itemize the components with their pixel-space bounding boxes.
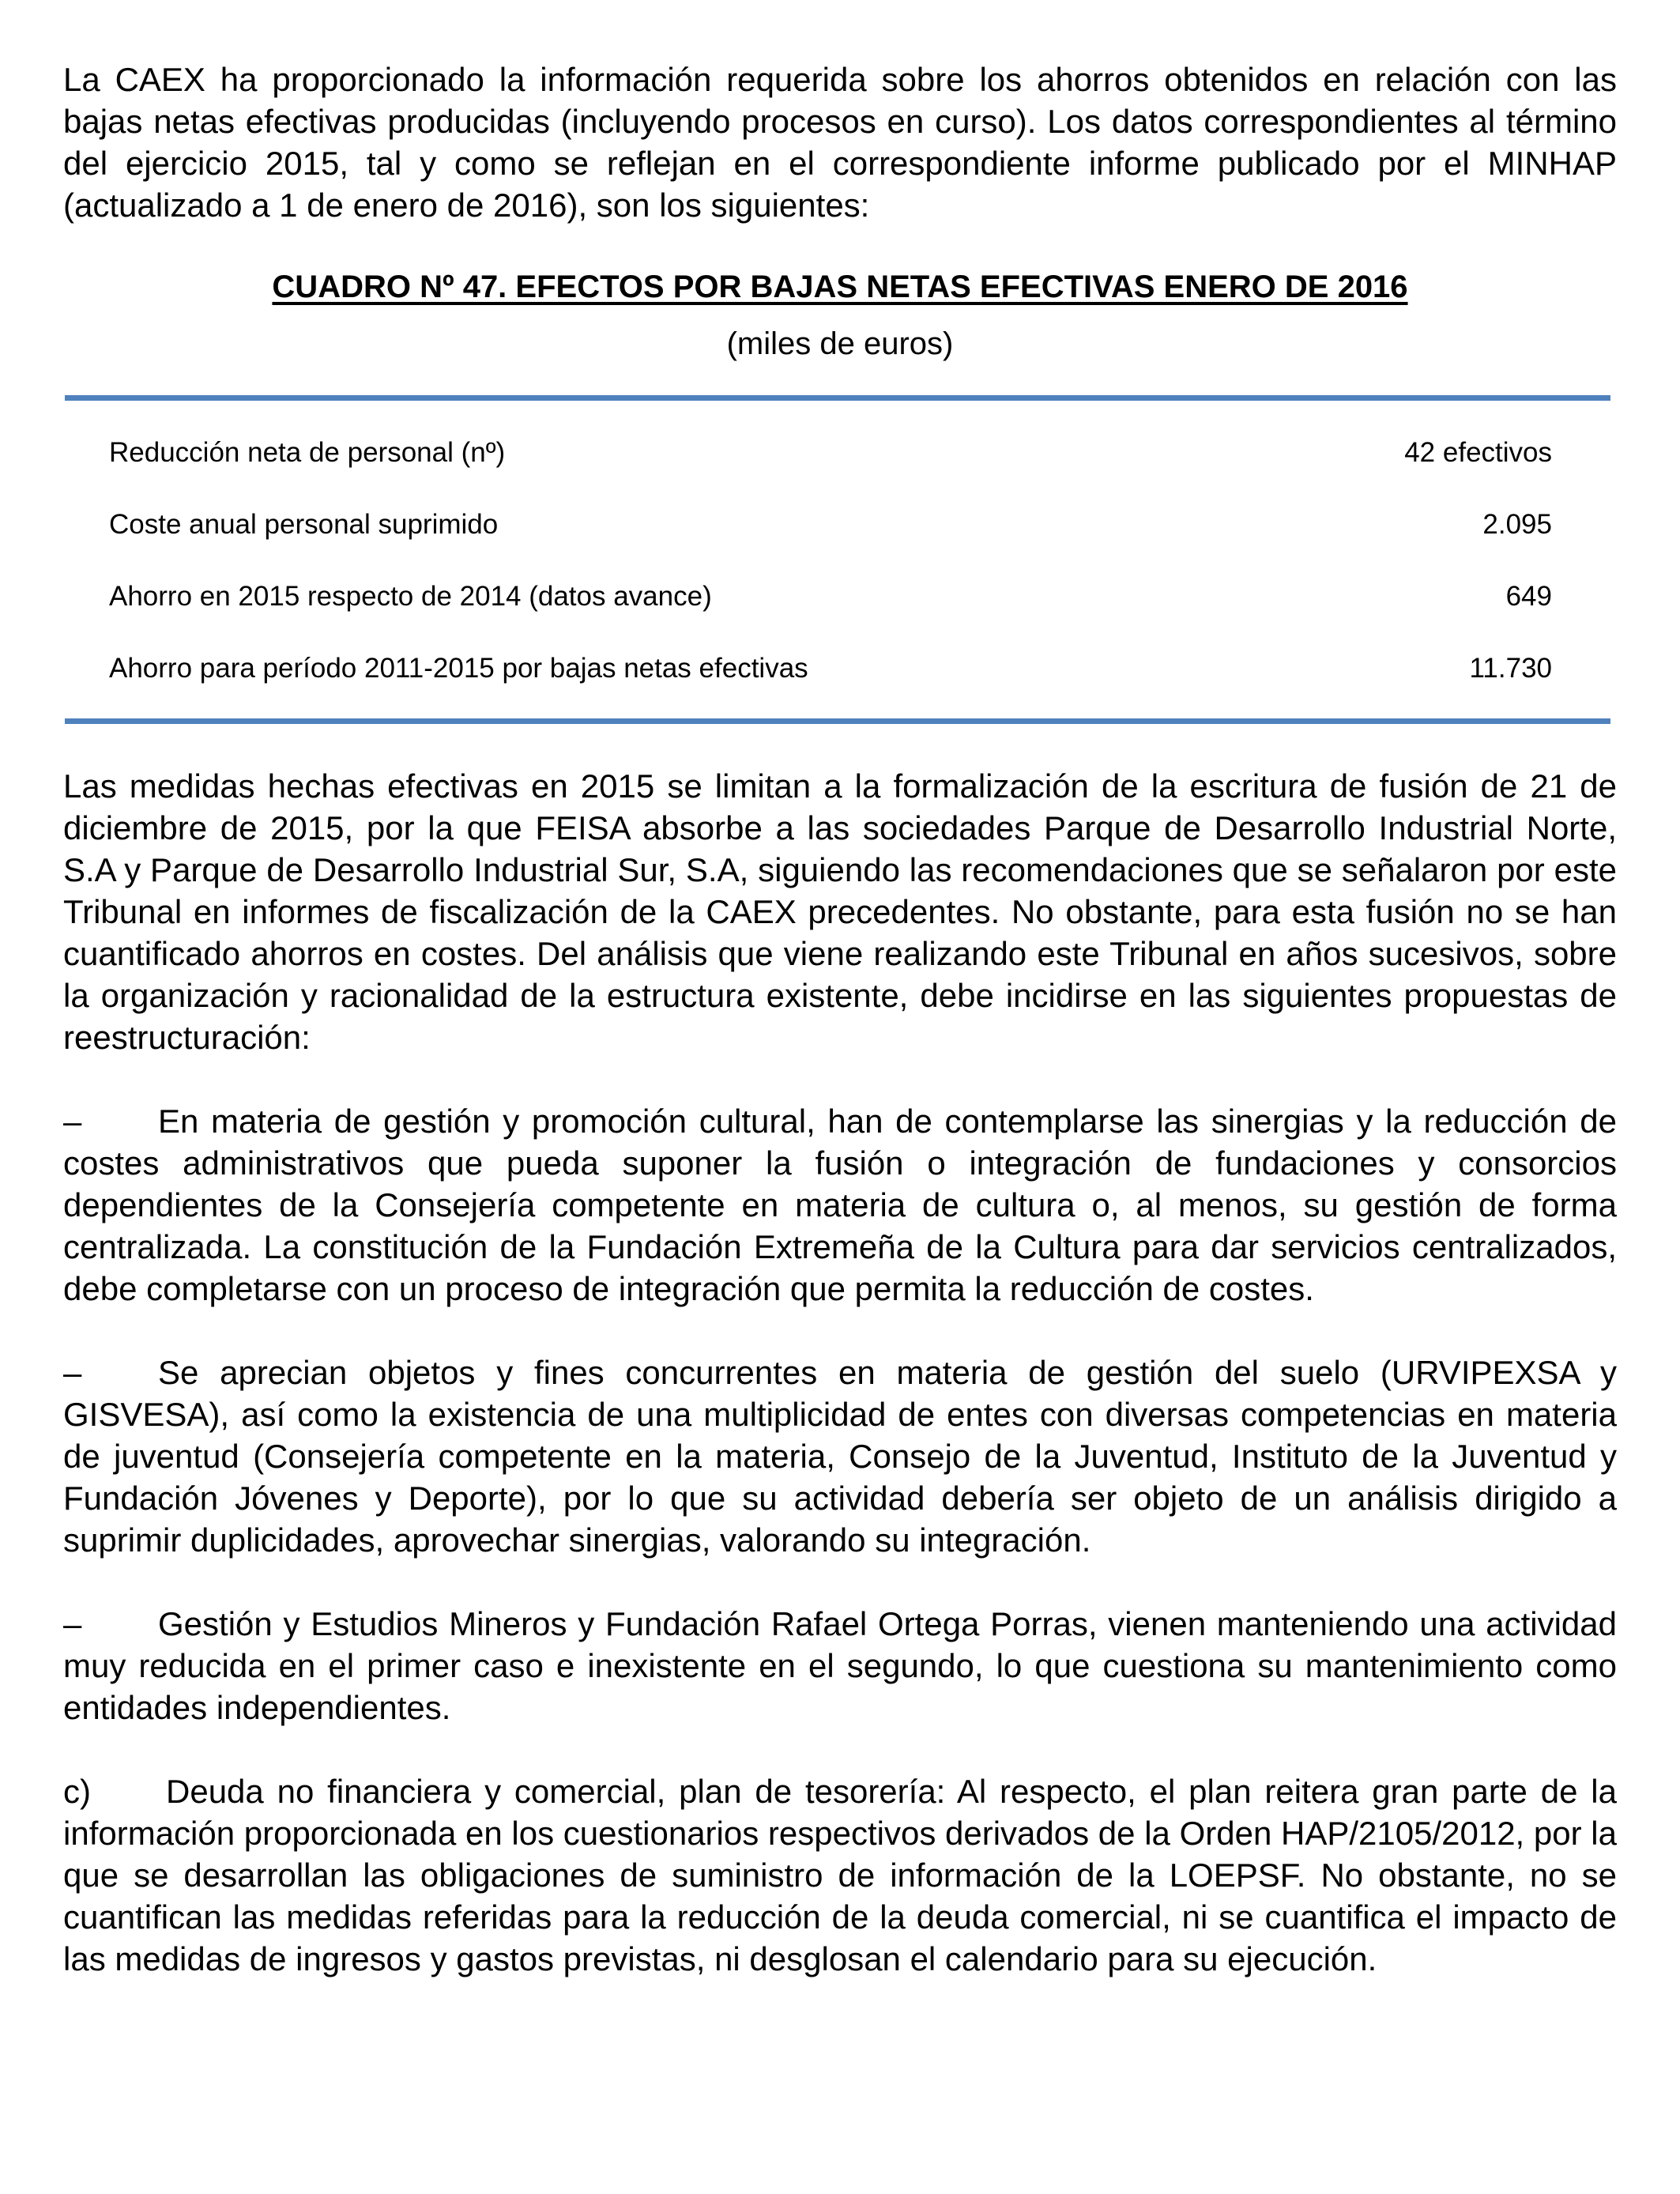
table-rows xyxy=(63,401,1617,718)
item-c-paragraph xyxy=(63,1770,1617,1980)
bullet-dash: – xyxy=(63,1354,82,1391)
table-title: CUADRO Nº 47. EFECTOS POR BAJAS NETAS EFECTIVAS ENERO DE 2016 xyxy=(272,270,1408,304)
bullet-text: Gestión y Estudios Mineros y Fundación Rafael Ortega Porras, vienen manteniendo una actividad muy reducida en el primer caso e inexistente en el segundo, lo que cuestiona su mantenimiento como entidades independientes. xyxy=(63,1605,1617,1726)
bullet-dash: – xyxy=(63,1605,82,1642)
bullet-item xyxy=(63,1351,1617,1561)
table-row xyxy=(63,560,1617,632)
bullet-text: Se aprecian objetos y fines concurrentes en materia de gestión del suelo (URVIPEXSA y GISVESA), así como la existencia de una multiplicidad de entes con diversas competencias en materia de juventud (Consejería competente en la materia, Consejo de la Juventud, Instituto de la Juventud y Fundación Jóvenes y Deporte), por lo que su actividad debería ser objeto de un análisis dirigido a suprimir duplicidades, aprovechar sinergias, valorando su integración. xyxy=(63,1354,1617,1559)
bullet-item xyxy=(63,1603,1617,1728)
table-row xyxy=(63,417,1617,488)
bullet-text: En materia de gestión y promoción cultural, han de contemplarse las sinergias y la reducción de costes administrativos que pueda suponer la fusión o integración de fundaciones y consorcios dependientes de la Consejería competente en materia de cultura o, al menos, su gestión de forma centralizada. La constitución de la Fundación Extremeña de la Cultura para dar servicios centralizados, debe completarse con un proceso de integración que permita la reducción de costes. xyxy=(63,1103,1617,1307)
table-row xyxy=(63,632,1617,704)
table-row xyxy=(63,488,1617,560)
item-c-marker: c) xyxy=(63,1773,91,1810)
item-c-text: Deuda no financiera y comercial, plan de tesorería: Al respecto, el plan reitera gran parte de la información proporcionada en los cuestionarios respectivos derivados de la Orden HAP/2105/2012, por la que se desarrollan las obligaciones de suministro de información de la LOEPSF. No obstante, no se cuantifican las medidas referidas para la reducción de la deuda comercial, ni se cuantifica el impacto de las medidas de ingresos y gastos previstas, ni desglosan el calendario para su ejecución. xyxy=(63,1773,1617,1977)
document-page xyxy=(63,58,1617,1980)
summary-table xyxy=(63,395,1617,724)
row-label: Reducción neta de personal (nº) xyxy=(109,436,506,468)
row-label: Coste anual personal suprimido xyxy=(109,508,499,540)
row-value: 11.730 xyxy=(1469,652,1552,684)
table-bottom-rule xyxy=(65,718,1610,724)
bullet-item xyxy=(63,1100,1617,1310)
table-top-rule xyxy=(65,395,1610,401)
row-label: Ahorro en 2015 respecto de 2014 (datos avance) xyxy=(109,580,712,612)
row-value: 2.095 xyxy=(1482,508,1552,540)
row-label: Ahorro para período 2011-2015 por bajas netas efectivas xyxy=(109,652,808,684)
bullet-dash: – xyxy=(63,1103,82,1140)
row-value: 649 xyxy=(1505,580,1552,612)
row-value: 42 efectivos xyxy=(1404,436,1552,468)
table-units: (miles de euros) xyxy=(726,326,954,361)
body-paragraph: Las medidas hechas efectivas en 2015 se limitan a la formalización de la escritura de fusión de 21 de diciembre de 2015, por la que FEISA absorbe a las sociedades Parque de Desarrollo Industrial Norte, S.A y Parque de Desarrollo Industrial Sur, S.A, siguiendo las recomendaciones que se señalaron por este Tribunal en informes de fiscalización de la CAEX precedentes. No obstante, para esta fusión no se han cuantificado ahorros en costes. Del análisis que viene realizando este Tribunal en años sucesivos, sobre la organización y racionalidad de la estructura existente, debe incidirse en las siguientes propuestas de reestructuración: xyxy=(63,767,1617,1056)
intro-paragraph: La CAEX ha proporcionado la información requerida sobre los ahorros obtenidos en relación con las bajas netas efectivas producidas (incluyendo procesos en curso). Los datos correspondientes al término del ejercicio 2015, tal y como se reflejan en el correspondiente informe publicado por el MINHAP (actualizado a 1 de enero de 2016), son los siguientes: xyxy=(63,61,1617,224)
